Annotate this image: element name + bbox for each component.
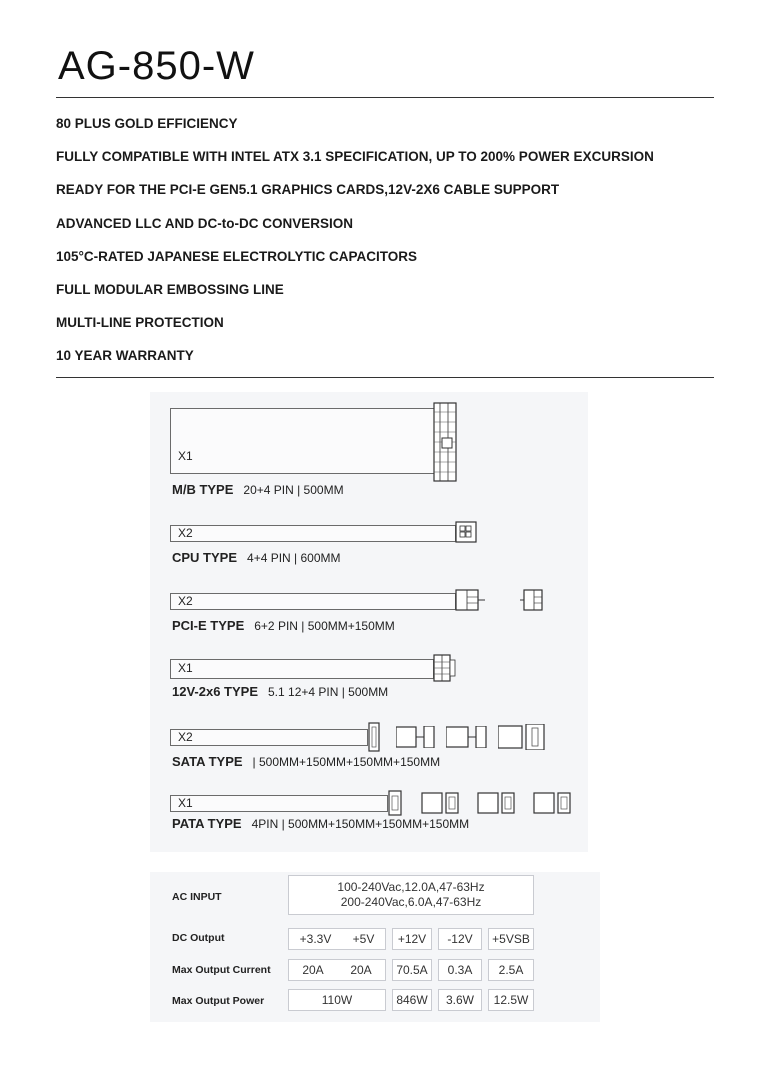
spec-table bbox=[150, 872, 600, 1022]
ac-input-value bbox=[288, 875, 534, 915]
pata-connector-icon bbox=[418, 792, 462, 814]
cable-label bbox=[172, 618, 395, 633]
dc-output-cell bbox=[288, 928, 386, 950]
cable-bar bbox=[170, 408, 436, 474]
bottom-divider bbox=[56, 377, 714, 378]
dc-output-cell: +5VSB bbox=[488, 928, 534, 950]
pata-connector-icon bbox=[530, 792, 574, 814]
feature-item: ADVANCED LLC AND DC-to-DC CONVERSION bbox=[56, 215, 353, 231]
cable-label bbox=[172, 550, 341, 565]
feature-item: 10 YEAR WARRANTY bbox=[56, 348, 194, 364]
cable-qty: X1 bbox=[178, 661, 193, 675]
feature-item: FULLY COMPATIBLE WITH INTEL ATX 3.1 SPECIFICATION, UP TO 200% POWER EXCURSION bbox=[56, 149, 654, 165]
cable-spec: 4+4 PIN | 600MM bbox=[247, 551, 341, 565]
feature-item: 105°C-RATED JAPANESE ELECTROLYTIC CAPACITORS bbox=[56, 248, 417, 264]
cable-spec: 4PIN | 500MM+150MM+150MM+150MM bbox=[251, 817, 470, 831]
pata-connector-icon bbox=[386, 790, 406, 816]
feature-item: MULTI-LINE PROTECTION bbox=[56, 315, 224, 331]
sata-connector-icon bbox=[396, 726, 440, 748]
cable-label bbox=[172, 482, 344, 497]
pcie-connector-icon bbox=[455, 589, 485, 611]
max-power-cell: 3.6W bbox=[438, 989, 482, 1011]
cable-type: M/B TYPE bbox=[172, 482, 234, 497]
max-current-value: 20A bbox=[302, 963, 324, 977]
cable-bar bbox=[170, 659, 434, 679]
cable-label bbox=[172, 816, 469, 831]
cpu-connector-icon bbox=[455, 521, 479, 543]
ac-input-line2: 200-240Vac,6.0A,47-63Hz bbox=[340, 895, 482, 909]
top-divider bbox=[56, 97, 714, 98]
dc-output-value: +3.3V bbox=[299, 932, 332, 946]
cable-12v-2x6 bbox=[150, 654, 588, 704]
cable-sata bbox=[150, 722, 588, 772]
row-label-ac-input: AC INPUT bbox=[172, 891, 222, 903]
cable-spec: | 500MM+150MM+150MM+150MM bbox=[252, 755, 441, 769]
cable-type: 12V-2x6 TYPE bbox=[172, 684, 258, 699]
max-current-cell bbox=[288, 959, 386, 981]
ac-input-line1: 100-240Vac,12.0A,47-63Hz bbox=[337, 880, 485, 894]
row-label-max-power: Max Output Power bbox=[172, 995, 265, 1007]
pata-connector-icon bbox=[474, 792, 518, 814]
cable-label bbox=[172, 684, 388, 699]
max-current-cell: 0.3A bbox=[438, 959, 482, 981]
sata-connector-icon bbox=[446, 726, 490, 748]
max-current-value: 20A bbox=[350, 963, 372, 977]
product-title: AG-850-W bbox=[58, 44, 255, 88]
12v-connector-icon bbox=[432, 654, 458, 682]
max-current-cell: 2.5A bbox=[488, 959, 534, 981]
cable-mb bbox=[150, 392, 588, 502]
sata-connector-icon bbox=[498, 724, 548, 750]
cable-bar bbox=[170, 729, 368, 746]
cable-type: CPU TYPE bbox=[172, 550, 238, 565]
cable-type: SATA TYPE bbox=[172, 754, 243, 769]
cable-pata bbox=[150, 790, 588, 842]
max-power-cell: 846W bbox=[392, 989, 432, 1011]
cable-bar bbox=[170, 525, 456, 542]
max-current-cell: 70.5A bbox=[392, 959, 432, 981]
cable-qty: X2 bbox=[178, 594, 193, 608]
feature-item: 80 PLUS GOLD EFFICIENCY bbox=[56, 116, 238, 131]
cable-type: PATA TYPE bbox=[172, 816, 242, 831]
max-power-cell: 110W bbox=[288, 989, 386, 1011]
cable-qty: X1 bbox=[178, 449, 193, 463]
row-label-max-current: Max Output Current bbox=[172, 964, 271, 976]
dc-output-cell: -12V bbox=[438, 928, 482, 950]
pcie-connector-icon bbox=[520, 589, 544, 611]
cable-qty: X2 bbox=[178, 526, 193, 540]
sata-connector-icon bbox=[366, 722, 382, 752]
cable-type: PCI-E TYPE bbox=[172, 618, 245, 633]
cable-cpu bbox=[150, 520, 588, 570]
feature-list bbox=[56, 112, 654, 378]
dc-output-cell: +12V bbox=[392, 928, 432, 950]
row-label-dc-output: DC Output bbox=[172, 932, 225, 944]
cable-label bbox=[172, 754, 440, 769]
cable-bar bbox=[170, 795, 388, 812]
cable-qty: X2 bbox=[178, 730, 193, 744]
feature-item: FULL MODULAR EMBOSSING LINE bbox=[56, 281, 284, 297]
cable-panel bbox=[150, 392, 588, 852]
mb-connector-icon bbox=[432, 402, 460, 482]
cable-bar bbox=[170, 593, 456, 610]
cable-pcie bbox=[150, 588, 588, 638]
max-power-cell: 12.5W bbox=[488, 989, 534, 1011]
cable-spec: 6+2 PIN | 500MM+150MM bbox=[254, 619, 395, 633]
cable-spec: 5.1 12+4 PIN | 500MM bbox=[268, 685, 389, 699]
dc-output-value: +5V bbox=[352, 932, 375, 946]
cable-qty: X1 bbox=[178, 796, 193, 810]
feature-item: READY FOR THE PCI-E GEN5.1 GRAPHICS CARDS,12V-2X6 CABLE SUPPORT bbox=[56, 182, 560, 198]
cable-spec: 20+4 PIN | 500MM bbox=[243, 483, 344, 497]
